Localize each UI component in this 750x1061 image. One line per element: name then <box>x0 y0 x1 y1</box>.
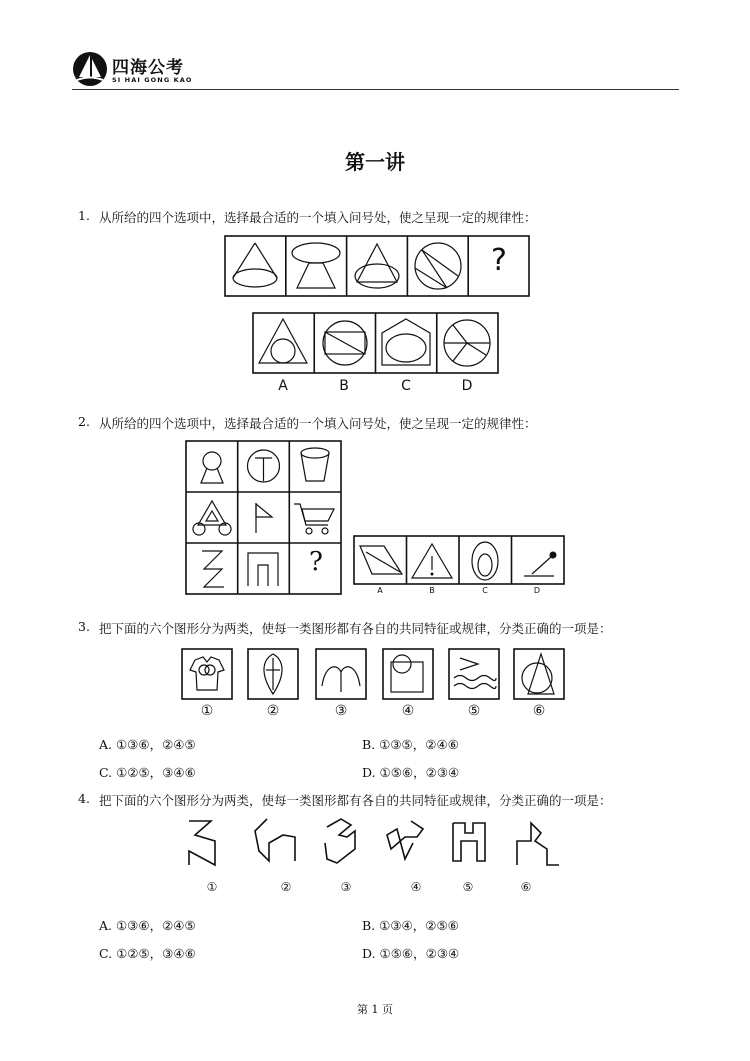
question-3-number: 3. <box>78 619 90 634</box>
question-3-stem: 把下面的六个图形分为两类，使每一类图形都有各自的共同特征或规律，分类正确的一项是： <box>99 621 612 636</box>
question-4-option-c[interactable]: C. ①②⑤，③④⑥ <box>99 946 196 961</box>
question-1-option-label-c: C <box>401 378 411 394</box>
logo-text-en: SI HAI GONG KAO <box>112 76 193 84</box>
warning-triangle-shape <box>412 544 452 578</box>
cup-shape <box>301 448 329 481</box>
circle-triangle-figure <box>514 649 564 699</box>
ellipse-trapezoid-shape <box>292 243 340 288</box>
question-1-option-label-b: B <box>339 378 349 394</box>
polyline-figure-1 <box>189 821 215 865</box>
trapezoid-shape <box>360 546 402 574</box>
page-number: 第 1 页 <box>357 1003 393 1016</box>
arcs-figure <box>316 649 366 699</box>
cone-shape <box>233 243 277 287</box>
header-rule <box>72 89 679 90</box>
question-3-label-5: ⑤ <box>467 703 481 719</box>
flag-shape <box>256 503 272 533</box>
question-1-option-label-d: D <box>461 378 473 394</box>
question-3-option-b[interactable]: B. ①③⑤，②④⑥ <box>362 737 459 752</box>
question-3-label-6: ⑥ <box>532 703 546 719</box>
stick-dot-shape <box>524 552 557 577</box>
question-4-label-3: ③ <box>340 880 352 894</box>
page-title: 第一讲 <box>345 150 405 174</box>
question-1-option-label-a: A <box>278 378 288 394</box>
question-3-label-4: ④ <box>401 703 415 719</box>
question-4-number: 4. <box>78 791 90 806</box>
question-3-option-a[interactable]: A. ①③⑥，②④⑤ <box>99 737 196 752</box>
question-3-label-1: ① <box>200 703 214 719</box>
polyline-figure-6 <box>517 823 559 865</box>
triangle-circle-shape <box>259 319 307 363</box>
question-2-option-label-a: A <box>377 586 383 595</box>
question-1-question-mark: ? <box>491 243 507 278</box>
question-1-number: 1. <box>78 208 90 223</box>
triangle-ellipse-shape <box>355 244 399 288</box>
waves-figure <box>449 649 499 699</box>
question-2-option-label-c: C <box>482 586 488 595</box>
keyhole-shape <box>201 452 223 483</box>
question-3-label-3: ③ <box>334 703 348 719</box>
triangle-circles-shape <box>193 501 231 535</box>
circle-square-figure <box>383 649 433 699</box>
question-2-option-label-d: D <box>533 586 541 595</box>
question-4-figures <box>185 815 565 870</box>
sailboat-logo-icon <box>71 50 109 88</box>
circle-sectors-shape <box>444 320 490 366</box>
question-2-number: 2. <box>78 414 90 429</box>
question-2-stem: 从所给的四个选项中，选择最合适的一个填入问号处，使之呈现一定的规律性： <box>99 416 537 431</box>
question-3-option-d[interactable]: D. ①⑤⑥，②③④ <box>362 765 460 780</box>
circle-t-shape <box>248 450 280 482</box>
shirt-figure <box>182 649 232 699</box>
question-4-stem: 把下面的六个图形分为两类，使每一类图形都有各自的共同特征或规律，分类正确的一项是： <box>99 793 612 808</box>
question-3-option-c[interactable]: C. ①②⑤，③④⑥ <box>99 765 196 780</box>
question-2-question-mark: ? <box>309 547 323 577</box>
question-4-label-1: ① <box>206 880 218 894</box>
question-4-label-4: ④ <box>410 880 422 894</box>
nested-ovals-shape <box>472 542 498 580</box>
question-4-label-6: ⑥ <box>520 880 532 894</box>
question-1-options-figure <box>253 313 498 373</box>
question-4-label-2: ② <box>280 880 292 894</box>
pentagon-ellipse-shape <box>382 319 430 365</box>
logo-text-cn: 四海公考 <box>112 58 184 78</box>
question-2-options-figure <box>354 536 564 584</box>
shield-figure <box>248 649 298 699</box>
polyline-figure-3 <box>325 819 355 863</box>
question-3-label-2: ② <box>266 703 280 719</box>
circle-rectangle-shape <box>323 321 367 365</box>
question-4-label-5: ⑤ <box>462 880 474 894</box>
question-4-option-a[interactable]: A. ①③⑥，②④⑤ <box>99 918 196 933</box>
cart-shape <box>294 504 334 534</box>
question-4-option-d[interactable]: D. ①⑤⑥，②③④ <box>362 946 460 961</box>
arch-shape <box>248 553 278 586</box>
polyline-figure-4 <box>387 821 423 859</box>
question-4-option-b[interactable]: B. ①③④，②⑤⑥ <box>362 918 459 933</box>
circle-chords-shape <box>415 243 461 289</box>
polyline-figure-5 <box>453 823 485 861</box>
zigzag-shape <box>202 551 224 587</box>
question-1-stem: 从所给的四个选项中，选择最合适的一个填入问号处，使之呈现一定的规律性： <box>99 210 537 225</box>
question-3-figures <box>180 648 570 700</box>
question-2-option-label-b: B <box>429 586 435 595</box>
polyline-figure-2 <box>255 819 295 861</box>
